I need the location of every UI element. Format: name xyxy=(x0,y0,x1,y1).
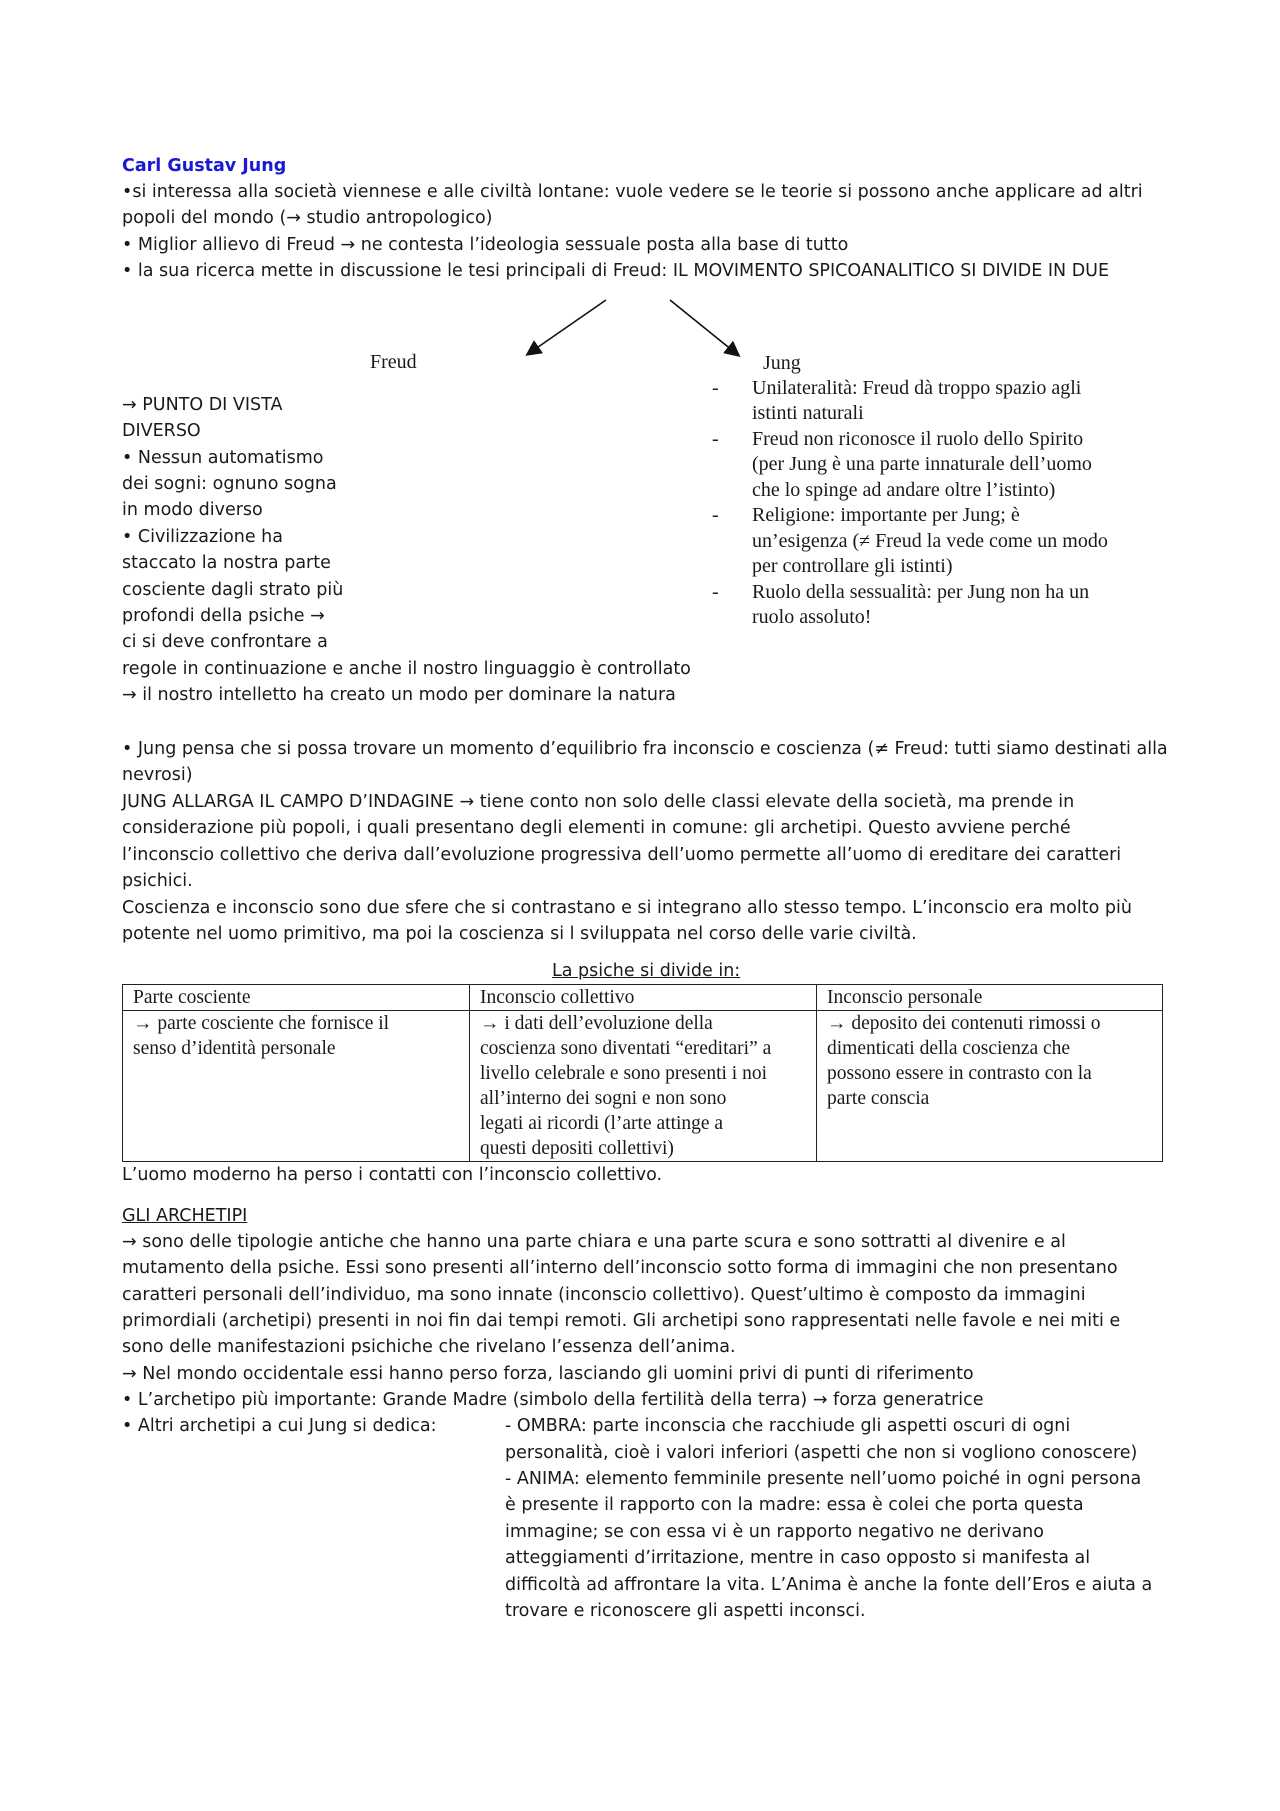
list-item-line: Freud non riconosce il ruolo dello Spirito xyxy=(752,428,1084,450)
cell-line: questi depositi collettivi) xyxy=(480,1138,674,1159)
cell-line: → i dati dell’evoluzione della xyxy=(480,1013,713,1034)
other-archetypes-line: atteggiamenti d’irritazione, mentre in caso opposto si manifesta al xyxy=(505,1548,1091,1568)
other-archetypes-line: personalità, cioè i valori inferiori (aspetti che non si vogliono conoscere) xyxy=(505,1443,1138,1463)
other-archetypes-line: è presente il rapporto con la madre: essa è colei che porta questa xyxy=(505,1495,1084,1515)
list-item-line: Ruolo della sessualità: per Jung non ha un xyxy=(752,581,1090,603)
table-header-row xyxy=(123,985,1163,1011)
after-table-note: L’uomo moderno ha perso i contatti con l’inconscio collettivo. xyxy=(122,1165,663,1185)
left-col-line: regole in continuazione e anche il nostro linguaggio è controllato xyxy=(122,659,691,679)
other-archetypes-label: • Altri archetipi a cui Jung si dedica: xyxy=(122,1416,437,1436)
section-heading-archetipi: GLI ARCHETIPI xyxy=(122,1206,248,1226)
list-item-line: che lo spinge ad andare oltre l’istinto) xyxy=(752,479,1056,501)
list-dash: - xyxy=(712,504,719,526)
table-header-cell: Inconscio personale xyxy=(817,985,1163,1011)
list-dash: - xyxy=(712,377,719,399)
intro-line: •si interessa alla società viennese e alle civiltà lontane: vuole vedere se le teorie si possono anche applicare ad altri xyxy=(122,182,1143,202)
table-caption: La psiche si divide in: xyxy=(552,961,741,981)
left-col-line: cosciente dagli strato più xyxy=(122,580,344,600)
body-line: considerazione più popoli, i quali presentano degli elementi in comune: gli archetipi. Questo avviene perché xyxy=(122,818,1071,838)
table-header-cell: Inconscio collettivo xyxy=(470,985,817,1011)
body-line: l’inconscio collettivo che deriva dall’evoluzione progressiva dell’uomo permette all’uomo di ereditare dei caratteri xyxy=(122,845,1122,865)
cell-line: dimenticati della coscienza che xyxy=(827,1038,1071,1059)
branch-label-freud: Freud xyxy=(370,351,417,373)
cell-line: → deposito dei contenuti rimossi o xyxy=(827,1013,1101,1034)
cell-line: senso d’identità personale xyxy=(133,1038,336,1059)
cell-line: → parte cosciente che fornisce il xyxy=(133,1013,390,1034)
cell-line: parte conscia xyxy=(827,1088,930,1109)
branch-label-jung: Jung xyxy=(763,352,801,374)
body-line: potente nel uomo primitivo, ma poi la coscienza si l sviluppata nel corso delle varie civiltà. xyxy=(122,924,917,944)
list-item-line: Unilateralità: Freud dà troppo spazio agli xyxy=(752,377,1082,399)
archetipi-line: → sono delle tipologie antiche che hanno una parte chiara e una parte scura e sono sottratti al divenire e al xyxy=(122,1232,1066,1252)
intro-line: • la sua ricerca mette in discussione le tesi principali di Freud: IL MOVIMENTO SPICOANALITICO SI DIVIDE IN DUE xyxy=(122,261,1110,281)
table-header-cell: Parte cosciente xyxy=(123,985,470,1011)
psyche-table xyxy=(122,984,1163,1162)
archetipi-line: → Nel mondo occidentale essi hanno perso forza, lasciando gli uomini privi di punti di riferimento xyxy=(122,1364,974,1384)
left-col-line: dei sogni: ognuno sogna xyxy=(122,474,337,494)
list-item-line: per controllare gli istinti) xyxy=(752,555,953,577)
list-item-line: Religione: importante per Jung; è xyxy=(752,504,1020,526)
split-arrows-diagram xyxy=(0,0,1280,400)
cell-line: legati ai ricordi (l’arte attinge a xyxy=(480,1113,724,1134)
cell-line: livello celebrale e sono presenti i noi xyxy=(480,1063,767,1084)
archetipi-line: caratteri personali dell’individuo, ma sono innate (inconscio collettivo). Quest’ultimo è composto da immagini xyxy=(122,1285,1086,1305)
table-cell xyxy=(123,1011,470,1162)
table-cell xyxy=(817,1011,1163,1162)
other-archetypes-line: - OMBRA: parte inconscia che racchiude gli aspetti oscuri di ogni xyxy=(505,1416,1071,1436)
other-archetypes-line: difficoltà ad affrontare la vita. L’Anima è anche la fonte dell’Eros e aiuta a xyxy=(505,1575,1153,1595)
table-cell xyxy=(470,1011,817,1162)
archetipi-line: • L’archetipo più importante: Grande Madre (simbolo della fertilità della terra) → forza generatrice xyxy=(122,1390,984,1410)
intro-line: popoli del mondo (→ studio antropologico) xyxy=(122,208,493,228)
body-line: • Jung pensa che si possa trovare un momento d’equilibrio fra inconscio e coscienza (≠ Freud: tutti siamo destinati alla xyxy=(122,739,1168,759)
left-col-line: profondi della psiche → xyxy=(122,606,325,626)
intro-line: • Miglior allievo di Freud → ne contesta l’ideologia sessuale posta alla base di tutto xyxy=(122,235,849,255)
list-item-line: (per Jung è una parte innaturale dell’uomo xyxy=(752,453,1092,475)
list-dash: - xyxy=(712,428,719,450)
table-row xyxy=(123,1011,1163,1162)
arrow-right-icon xyxy=(670,300,738,355)
cell-line: coscienza sono diventati “ereditari” a xyxy=(480,1038,772,1059)
archetipi-line: sono delle manifestazioni psichiche che rivelano l’essenza dell’anima. xyxy=(122,1337,736,1357)
archetipi-line: primordiali (archetipi) presenti in noi fin dai tempi remoti. Gli archetipi sono rappresentati nelle favole e nei miti e xyxy=(122,1311,1121,1331)
body-line: JUNG ALLARGA IL CAMPO D’INDAGINE → tiene conto non solo delle classi elevate della società, ma prende in xyxy=(122,792,1075,812)
body-line: psichici. xyxy=(122,871,193,891)
cell-line: possono essere in contrasto con la xyxy=(827,1063,1092,1084)
other-archetypes-line: - ANIMA: elemento femminile presente nell’uomo poiché in ogni persona xyxy=(505,1469,1142,1489)
left-col-line: ci si deve confrontare a xyxy=(122,632,328,652)
left-col-line: → PUNTO DI VISTA xyxy=(122,395,283,415)
list-item-line: un’esigenza (≠ Freud la vede come un modo xyxy=(752,530,1108,552)
archetipi-line: mutamento della psiche. Essi sono presenti all’interno dell’inconscio sotto forma di immagini che non presentano xyxy=(122,1258,1118,1278)
left-col-line: → il nostro intelletto ha creato un modo per dominare la natura xyxy=(122,685,676,705)
left-col-line: in modo diverso xyxy=(122,500,263,520)
arrow-left-icon xyxy=(528,300,606,354)
left-col-line: staccato la nostra parte xyxy=(122,553,331,573)
left-col-line: • Nessun automatismo xyxy=(122,448,324,468)
cell-line: all’interno dei sogni e non sono xyxy=(480,1088,727,1109)
left-col-line: DIVERSO xyxy=(122,421,201,441)
list-item-line: istinti naturali xyxy=(752,402,864,424)
document-title: Carl Gustav Jung xyxy=(122,156,287,176)
body-line: nevrosi) xyxy=(122,765,193,785)
left-col-line: • Civilizzazione ha xyxy=(122,527,283,547)
list-item-line: ruolo assoluto! xyxy=(752,606,872,628)
other-archetypes-line: immagine; se con essa vi è un rapporto negativo ne derivano xyxy=(505,1522,1044,1542)
list-dash: - xyxy=(712,581,719,603)
other-archetypes-line: trovare e riconoscere gli aspetti inconsci. xyxy=(505,1601,866,1621)
body-line: Coscienza e inconscio sono due sfere che si contrastano e si integrano allo stesso tempo. L’inconscio era molto più xyxy=(122,898,1132,918)
